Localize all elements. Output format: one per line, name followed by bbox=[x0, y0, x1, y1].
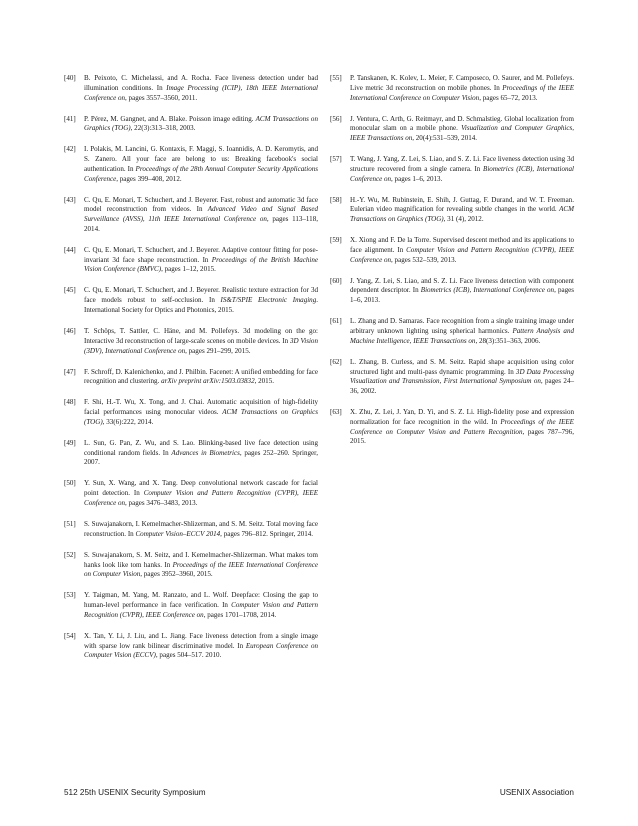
reference-number: [61] bbox=[330, 317, 342, 326]
reference-entry bbox=[64, 327, 318, 356]
reference-text bbox=[84, 368, 318, 388]
reference-segment: C. Qu, E. Monari, T. Schuchert, and J. Beyerer. Realistic texture extraction for 3d face models robust to self-occlusion. In bbox=[84, 286, 318, 305]
reference-number: [54] bbox=[64, 631, 76, 640]
reference-venue: Proceedings of the IEEE International Conference on Computer Vision bbox=[350, 83, 574, 102]
reference-segment: , 2015. bbox=[254, 377, 274, 386]
reference-segment: F. Schroff, D. Kalenichenko, and J. Philbin. Facenet: A unified embedding for face recognition and clustering. bbox=[84, 367, 318, 386]
footer-publisher: USENIX Association bbox=[499, 788, 574, 797]
reference-text bbox=[350, 358, 574, 397]
reference-entry bbox=[330, 236, 574, 265]
reference-text bbox=[350, 155, 574, 184]
reference-number: [46] bbox=[64, 327, 76, 336]
reference-text bbox=[350, 317, 574, 346]
reference-entry bbox=[64, 74, 318, 103]
reference-segment: , pages 65–72, 2013. bbox=[479, 93, 538, 102]
references-left-column bbox=[64, 74, 318, 672]
reference-entry bbox=[64, 439, 318, 468]
reference-entry bbox=[64, 632, 318, 661]
reference-venue: Image Processing (ICIP), 18th IEEE International Conference on bbox=[84, 83, 318, 102]
reference-segment: X. Zhu, Z. Lei, J. Yan, D. Yi, and S. Z. Li. High-fidelity pose and expression normalization for face recognition in the wild. In bbox=[350, 408, 574, 426]
reference-segment: , pages 291–299, 2015. bbox=[185, 346, 251, 355]
reference-venue: Advances in Biometrics bbox=[171, 448, 240, 457]
reference-segment: S. Suwajanakorn, I. Kemelmacher-Shlizerman, and S. M. Seitz. Total moving face reconstruction. In bbox=[84, 520, 318, 538]
reference-entry bbox=[64, 115, 318, 135]
reference-segment: T. Schöps, T. Sattler, C. Häne, and M. Pollefeys. 3d modeling on the go: Interactive 3d reconstruction of large-scale scenes on mobile devices. In bbox=[84, 327, 318, 345]
reference-segment: , pages 113–118, 2014. bbox=[84, 215, 318, 233]
reference-number: [63] bbox=[330, 408, 342, 417]
reference-text bbox=[84, 591, 318, 620]
reference-number: [50] bbox=[64, 479, 76, 488]
reference-text bbox=[84, 398, 318, 427]
reference-venue: Proceedings of the IEEE Conference on Computer Vision and Pattern Recognition bbox=[350, 417, 574, 436]
reference-text bbox=[84, 439, 318, 468]
reference-text bbox=[350, 74, 574, 103]
reference-text bbox=[350, 277, 574, 306]
reference-entry bbox=[64, 551, 318, 580]
reference-segment: , 33(6):222, 2014. bbox=[102, 417, 154, 426]
reference-entry bbox=[330, 196, 574, 225]
reference-number: [42] bbox=[64, 145, 76, 154]
reference-number: [56] bbox=[330, 114, 342, 123]
reference-number: [60] bbox=[330, 276, 342, 285]
reference-number: [41] bbox=[64, 114, 76, 123]
reference-segment: , pages 1–6, 2013. bbox=[391, 174, 443, 183]
reference-venue: Visualization and Computer Graphics, IEEE Transactions on bbox=[350, 124, 574, 143]
reference-segment: S. Suwajanakorn, S. M. Seitz, and I. Kemelmacher-Shlizerman. What makes tom hanks look like tom hanks. In bbox=[84, 550, 318, 569]
reference-text bbox=[84, 551, 318, 580]
reference-entry bbox=[330, 115, 574, 144]
reference-segment: L. Zhang and D. Samaras. Face recognition from a single training image under arbitrary unknown lighting using spherical harmonics. bbox=[350, 317, 574, 336]
reference-segment: J. Yang, Z. Lei, S. Liao, and S. Z. Li. Face liveness detection with component dependent descriptor. In bbox=[350, 276, 574, 295]
reference-segment: L. Sun, G. Pan, Z. Wu, and S. Lao. Blinking-based live face detection using conditional random fields. In bbox=[84, 438, 318, 457]
reference-venue: ACM Transactions on Graphics (TOG) bbox=[84, 408, 318, 426]
reference-segment: , pages 252–260. Springer, 2007. bbox=[84, 448, 318, 467]
reference-segment: T. Wang, J. Yang, Z. Lei, S. Liao, and S. Z. Li. Face liveness detection using 3d structure recovered from a single camera. In bbox=[350, 155, 574, 173]
reference-segment: , 28(3):351–363, 2006. bbox=[475, 336, 541, 345]
reference-text bbox=[84, 286, 318, 315]
reference-text bbox=[84, 115, 318, 135]
reference-number: [52] bbox=[64, 550, 76, 559]
reference-text bbox=[84, 632, 318, 661]
reference-number: [53] bbox=[64, 591, 76, 600]
reference-entry bbox=[64, 479, 318, 508]
reference-number: [45] bbox=[64, 286, 76, 295]
reference-entry bbox=[330, 408, 574, 447]
reference-number: [43] bbox=[64, 195, 76, 204]
reference-segment: , pages 1701–1708, 2014. bbox=[203, 610, 277, 619]
reference-entry bbox=[330, 277, 574, 306]
reference-entry bbox=[64, 368, 318, 388]
reference-venue: Proceedings of the IEEE International Conference on Computer Vision bbox=[84, 560, 318, 579]
reference-segment: , pages 3476–3483, 2013. bbox=[125, 498, 198, 507]
reference-number: [40] bbox=[64, 74, 76, 82]
reference-number: [58] bbox=[330, 195, 342, 204]
reference-venue: Computer Vision and Pattern Recognition (CVPR), IEEE Conference on bbox=[350, 245, 574, 264]
reference-segment: , pages 796–812. Springer, 2014. bbox=[220, 529, 314, 538]
reference-venue: Biometrics (ICB), International Conference on bbox=[420, 286, 555, 295]
reference-segment: F. Shi, H.-T. Wu, X. Tong, and J. Chai. Automatic acquisition of high-fidelity facial performances using monocular videos. bbox=[84, 398, 318, 417]
reference-venue: Computer Vision and Pattern Recognition (CVPR), IEEE Conference on bbox=[84, 601, 318, 619]
reference-segment: J. Ventura, C. Arth, G. Reitmayr, and D. Schmalstieg. Global localization from monocular slam on a mobile phone. bbox=[350, 114, 574, 133]
reference-venue: Biometrics (ICB), International Conference on bbox=[350, 164, 574, 183]
reference-venue: Computer Vision and Pattern Recognition (CVPR), IEEE Conference on bbox=[84, 489, 318, 507]
reference-number: [51] bbox=[64, 520, 76, 529]
reference-segment: , pages 1–6, 2013. bbox=[350, 286, 574, 305]
reference-venue: 3D Data Processing Visualization and Transmission, First International Symposium on bbox=[350, 367, 574, 386]
reference-text bbox=[84, 246, 318, 275]
reference-segment: P. Pérez, M. Gangnet, and A. Blake. Poisson image editing. bbox=[84, 114, 256, 123]
reference-venue: IS&T/SPIE Electronic Imaging bbox=[220, 296, 317, 305]
reference-segment: L. Zhang, B. Curless, and S. M. Seitz. Rapid shape acquisition using color structured light and multi-pass dynamic programming. In bbox=[350, 357, 574, 376]
reference-venue: Proceedings of the 28th Annual Computer Security Applications Conference bbox=[84, 164, 319, 183]
reference-venue: Advanced Video and Signal Based Surveillance (AVSS), 11th IEEE International Conference on bbox=[84, 205, 319, 224]
page-footer bbox=[64, 788, 574, 800]
reference-text bbox=[350, 408, 574, 447]
reference-text bbox=[84, 74, 318, 103]
reference-number: [48] bbox=[64, 398, 76, 407]
reference-entry bbox=[330, 358, 574, 397]
reference-segment: . International Society for Optics and Photonics, 2015. bbox=[84, 296, 318, 314]
reference-segment: , pages 504–517. 2010. bbox=[155, 651, 222, 660]
reference-entry bbox=[64, 286, 318, 315]
reference-entry bbox=[64, 398, 318, 427]
reference-venue: European Conference on Computer Vision (ECCV) bbox=[84, 641, 319, 660]
reference-text bbox=[350, 236, 574, 265]
reference-segment: , pages 3952–3960, 2015. bbox=[140, 570, 213, 579]
reference-text bbox=[84, 327, 318, 356]
reference-segment: , pages 24–36, 2002. bbox=[350, 377, 574, 396]
reference-segment: , 20(4):531–539, 2014. bbox=[412, 134, 478, 143]
reference-number: [62] bbox=[330, 357, 342, 366]
reference-segment: C. Qu, E. Monari, T. Schuchert, and J. Beyerer. Fast, robust and automatic 3d face model reconstruction from videos. In bbox=[84, 195, 318, 214]
reference-entry bbox=[330, 74, 574, 103]
reference-segment: , pages 3557–3560, 2011. bbox=[125, 93, 198, 102]
reference-venue: arXiv preprint arXiv:1503.03832 bbox=[161, 377, 255, 386]
reference-entry bbox=[64, 246, 318, 275]
reference-number: [55] bbox=[330, 74, 342, 82]
reference-segment: C. Qu, E. Monari, T. Schuchert, and J. Beyerer. Adaptive contour fitting for pose-invariant 3d face shape reconstruction. In bbox=[84, 245, 318, 264]
reference-segment: I. Polakis, M. Lancini, G. Kontaxis, F. Maggi, S. Ioannidis, A. D. Keromytis, and S. Zanero. All your face are belong to us: Breaking facebook's social authentication. In bbox=[84, 145, 318, 173]
reference-text bbox=[350, 115, 574, 144]
reference-number: [44] bbox=[64, 245, 76, 254]
reference-venue: ACM Transactions on Graphics (TOG) bbox=[84, 114, 318, 133]
reference-number: [47] bbox=[64, 367, 76, 376]
reference-segment: , pages 399–408, 2012. bbox=[116, 174, 182, 183]
reference-number: [59] bbox=[330, 236, 342, 245]
reference-text bbox=[350, 196, 574, 225]
reference-text bbox=[84, 145, 318, 184]
reference-venue: Pattern Analysis and Machine Intelligence, IEEE Transactions on bbox=[350, 327, 575, 345]
reference-text bbox=[84, 196, 318, 235]
reference-number: [49] bbox=[64, 438, 76, 447]
reference-entry bbox=[330, 155, 574, 184]
reference-segment: Y. Sun, X. Wang, and X. Tang. Deep convolutional network cascade for facial point detection. In bbox=[84, 479, 318, 498]
reference-segment: P. Tanskanen, K. Kolev, L. Meier, F. Camposeco, O. Saurer, and M. Pollefeys. Live metric 3d reconstruction on mobile phones. In bbox=[350, 74, 574, 92]
reference-venue: Proceedings of the British Machine Vision Conference (BMVC) bbox=[84, 255, 318, 274]
reference-segment: B. Peixoto, C. Michelassi, and A. Rocha. Face liveness detection under bad illumination conditions. In bbox=[84, 74, 318, 92]
reference-segment: Y. Taigman, M. Yang, M. Ranzato, and L. Wolf. Deepface: Closing the gap to human-level performance in face verification. In bbox=[84, 591, 318, 610]
reference-entry bbox=[64, 145, 318, 184]
references-right-column bbox=[330, 74, 574, 458]
reference-segment: , pages 532–539, 2013. bbox=[391, 255, 457, 264]
footer-page-info: 512 25th USENIX Security Symposium bbox=[64, 788, 206, 797]
reference-segment: , 31 (4), 2012. bbox=[443, 215, 484, 224]
reference-venue: Computer Vision–ECCV 2014 bbox=[135, 529, 221, 538]
reference-segment: X. Tan, Y. Li, J. Liu, and L. Jiang. Face liveness detection from a single image with sparse low rank bilinear discriminative model. In bbox=[84, 631, 318, 650]
reference-text bbox=[84, 479, 318, 508]
reference-segment: , pages 1–12, 2015. bbox=[161, 265, 216, 274]
reference-number: [57] bbox=[330, 155, 342, 164]
reference-segment: , pages 787–796, 2015. bbox=[350, 427, 574, 446]
reference-text bbox=[84, 520, 318, 540]
reference-segment: , 22(3):313–318, 2003. bbox=[130, 124, 196, 133]
reference-segment: H.-Y. Wu, M. Rubinstein, E. Shih, J. Guttag, F. Durand, and W. T. Freeman. Eulerian video magnification for revealing subtle changes in the world. bbox=[350, 195, 574, 214]
reference-entry bbox=[64, 591, 318, 620]
reference-segment: X. Xiong and F. De la Torre. Supervised descent method and its applications to face alignment. In bbox=[350, 236, 574, 254]
reference-venue: 3D Vision (3DV), International Conference on bbox=[84, 336, 318, 355]
reference-entry bbox=[330, 317, 574, 346]
reference-entry bbox=[64, 196, 318, 235]
reference-entry bbox=[64, 520, 318, 540]
reference-venue: ACM Transactions on Graphics (TOG) bbox=[350, 205, 574, 224]
